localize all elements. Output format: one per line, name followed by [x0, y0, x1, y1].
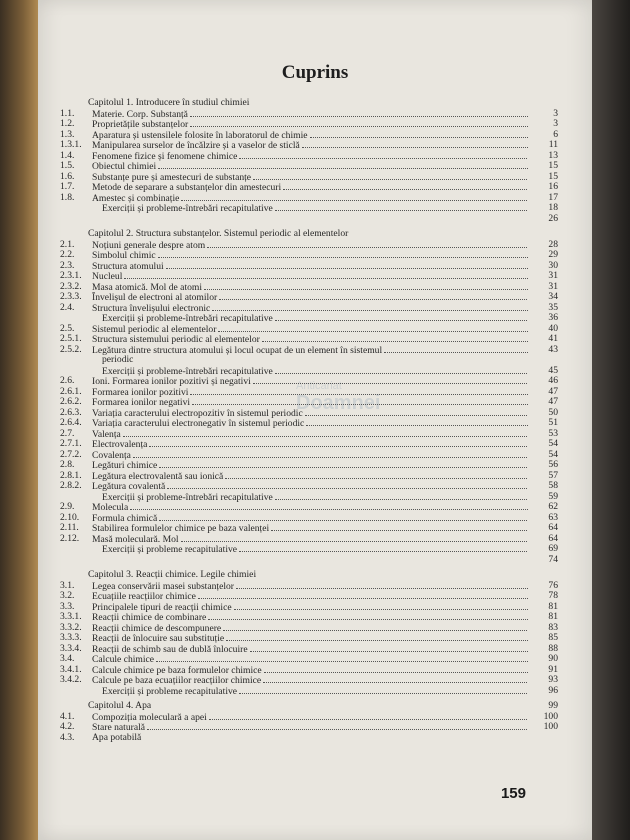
section-page: 69	[548, 543, 558, 554]
section-page: 51	[548, 417, 558, 428]
section-page: 90	[548, 653, 558, 664]
dot-leader	[302, 140, 528, 148]
section-title-text: Simbolul chimic	[92, 250, 156, 261]
section-title-text: Metode de separare a substanțelor din amestecuri	[92, 182, 282, 193]
section-title-text: Formarea ionilor negativi	[92, 397, 191, 408]
section-title-text: Covalența	[92, 449, 131, 461]
section-title-text: Structura învelișului electronic	[92, 302, 211, 314]
toc-entry	[60, 130, 558, 141]
section-number: 2.6.3.	[60, 406, 82, 418]
dot-leader	[207, 240, 528, 248]
toc-entry	[60, 686, 558, 697]
toc-entry	[60, 324, 558, 335]
section-title-text: Legătura electrovalentă sau ionică	[92, 470, 224, 482]
dot-leader	[181, 534, 528, 542]
dot-leader	[234, 602, 528, 610]
toc-entry	[60, 471, 558, 482]
section-page: 41	[548, 333, 558, 344]
toc-entry	[60, 109, 558, 120]
section-title-text: Calcule chimice	[92, 654, 155, 665]
toc-entry	[60, 523, 558, 534]
dot-leader	[204, 282, 528, 290]
section-number: 2.6.2.	[60, 396, 82, 407]
page-number: 159	[500, 785, 526, 802]
toc-entry	[60, 214, 558, 225]
section-number: 3.3.1.	[60, 611, 82, 622]
section-title-text: Obiectul chimiei	[92, 161, 157, 172]
chapter-title: Capitolul 4. Apa	[88, 701, 152, 711]
chapter-title: Capitolul 2. Structura substanțelor. Sistemul periodic al elementelor	[88, 229, 349, 239]
section-page: 35	[548, 301, 558, 313]
section-title-text: Masa atomică. Mol de atomi	[92, 281, 203, 293]
toc-entry	[60, 534, 558, 545]
section-page: 46	[548, 375, 558, 386]
section-number: 3.4.	[60, 653, 75, 664]
section-title-text: Exerciții și probleme recapitulative	[102, 685, 238, 697]
dot-leader	[283, 182, 528, 190]
section-page: 3	[553, 107, 558, 119]
dot-leader	[253, 376, 528, 384]
section-number: 3.2.	[60, 590, 75, 601]
dot-leader	[264, 665, 528, 673]
section-number: 3.3.3.	[60, 632, 82, 643]
section-page: 56	[548, 459, 558, 470]
section-number: 3.4.2.	[60, 674, 82, 685]
section-page: 3	[553, 118, 558, 129]
section-title-text: Exerciții și probleme-întrebări recapitulative	[102, 313, 273, 324]
section-number: 2.11.	[60, 522, 79, 533]
chapter-heading	[60, 98, 558, 109]
section-number: 1.6.	[60, 170, 75, 182]
section-page: 30	[548, 259, 558, 271]
section-number: 3.3.2.	[60, 621, 82, 633]
section-title-text: Fenomene fizice și fenomene chimice	[92, 150, 238, 162]
dot-leader	[159, 513, 528, 521]
section-title-text: Electrovalența	[92, 439, 148, 450]
section-number: 2.3.2.	[60, 280, 82, 292]
dot-leader	[158, 161, 528, 169]
section-page: 83	[548, 621, 558, 633]
section-title-text: Stabilirea formulelor chimice pe baza valenței	[92, 523, 270, 534]
section-number: 2.5.2.	[60, 343, 82, 355]
section-number: 3.4.1.	[60, 663, 82, 675]
dot-leader	[262, 334, 528, 342]
section-page: 47	[548, 385, 558, 397]
section-number: 2.7.	[60, 427, 75, 439]
toc-entry	[60, 408, 558, 419]
book-page	[38, 0, 592, 840]
book-spine-edge	[0, 0, 38, 840]
toc-entry	[60, 366, 558, 377]
section-number: 2.3.1.	[60, 270, 82, 281]
section-page: 17	[548, 191, 558, 203]
section-number: 2.6.1.	[60, 385, 82, 397]
section-number: 2.3.3.	[60, 291, 82, 302]
background-edge	[592, 0, 630, 840]
dot-leader	[239, 686, 528, 694]
section-title-text: periodic	[102, 355, 134, 365]
dot-leader	[209, 712, 528, 720]
toc-entry	[60, 429, 558, 440]
dot-leader	[239, 544, 528, 552]
section-title-text: Reacții chimice de combinare	[92, 612, 207, 623]
section-title	[102, 686, 528, 698]
section-title-text: Reacții de înlocuire sau substituție	[92, 633, 225, 644]
section-page: 64	[548, 532, 558, 544]
toc-entry	[60, 555, 558, 566]
section-title-text: Exerciții și probleme-întrebări recapitulative	[102, 491, 273, 503]
section-title-text: Masă moleculară. Mol	[92, 533, 179, 545]
section-number: 3.3.4.	[60, 642, 82, 654]
section-page: 47	[548, 396, 558, 407]
section-number: 2.1.	[60, 238, 75, 250]
toc-entry	[60, 612, 558, 623]
section-title-text: Variația caracterului electropozitiv în sistemul periodic	[92, 407, 303, 419]
toc-entry	[60, 722, 558, 733]
chapter-title: Capitolul 3. Reacții chimice. Legile chimiei	[88, 570, 257, 580]
section-title-text: Legătura covalentă	[92, 481, 166, 492]
toc-entry	[60, 140, 558, 151]
section-number: 1.2.	[60, 118, 75, 129]
section-page: 62	[548, 501, 558, 512]
chapter-title: Capitolul 1. Introducere în studiul chimiei	[88, 98, 250, 108]
section-number: 1.4.	[60, 149, 75, 161]
chapter-heading	[60, 701, 558, 712]
dot-leader	[225, 471, 528, 479]
section-title-text: Legături chimice	[92, 460, 158, 471]
toc-entry	[60, 733, 558, 744]
section-title-text: Variația caracterului electronegativ în sistemul periodic	[92, 418, 305, 429]
section-title-text: Proprietățile substanțelor	[92, 119, 189, 130]
chapter-heading	[60, 570, 558, 581]
section-page: 36	[548, 312, 558, 323]
toc-entry	[60, 313, 558, 324]
section-page: 31	[548, 280, 558, 292]
section-number: 2.5.	[60, 322, 75, 334]
section-page: 59	[548, 490, 558, 502]
toc-entry	[60, 387, 558, 398]
toc-entry	[60, 450, 558, 461]
toc-entry	[60, 623, 558, 634]
section-number: 1.3.	[60, 128, 75, 140]
toc-entry	[60, 182, 558, 193]
section-page: 58	[548, 480, 558, 491]
dot-leader	[133, 450, 528, 458]
dot-leader	[223, 623, 528, 631]
toc-entry	[60, 271, 558, 282]
section-title-text: Exerciții și probleme-întrebări recapitulative	[102, 203, 273, 214]
section-title-text: Învelișul de electroni al atomilor	[92, 292, 218, 303]
section-title-text: Materie. Corp. Substanță	[92, 108, 188, 120]
chapter-heading	[60, 229, 558, 240]
page-title: Cuprins	[281, 62, 349, 83]
toc-entry	[60, 633, 558, 644]
section-title-text: Substanțe pure și amestecuri de substanțe	[92, 171, 252, 183]
toc-entry	[60, 282, 558, 293]
dot-leader	[236, 581, 528, 589]
dot-leader	[190, 119, 528, 127]
toc-entry	[60, 602, 558, 613]
toc-entry	[60, 161, 558, 172]
section-title	[102, 355, 528, 366]
toc-entry	[60, 250, 558, 261]
section-page: 78	[548, 590, 558, 601]
section-page: 34	[548, 291, 558, 302]
dot-leader	[218, 324, 528, 332]
section-page: 63	[548, 511, 558, 523]
toc-entry	[60, 119, 558, 130]
dot-leader	[310, 130, 528, 138]
section-title-text: Exerciții și probleme-întrebări recapitulative	[102, 365, 273, 377]
section-number: 2.7.1.	[60, 438, 82, 449]
toc-entry	[60, 240, 558, 251]
toc-entry	[60, 345, 558, 356]
section-number: 2.5.1.	[60, 333, 82, 344]
toc-entry	[60, 591, 558, 602]
toc-entry	[60, 712, 558, 723]
section-number: 4.3.	[60, 731, 75, 743]
section-page: 15	[548, 170, 558, 182]
section-number: 1.1.	[60, 107, 75, 119]
dot-leader	[239, 151, 528, 159]
section-title-text: Structura sistemului periodic al elementelor	[92, 334, 260, 345]
section-page: 100	[543, 710, 558, 722]
toc-entry	[60, 303, 558, 314]
section-number: 2.3.	[60, 259, 75, 271]
section-number: 2.8.1.	[60, 469, 82, 481]
section-number: 2.6.4.	[60, 417, 82, 428]
dot-leader	[190, 387, 528, 395]
section-title	[92, 733, 528, 744]
section-number: 3.3.	[60, 600, 75, 612]
section-number: 2.12.	[60, 532, 80, 544]
section-page: 93	[548, 674, 558, 685]
dot-leader	[147, 722, 528, 730]
section-page: 88	[548, 642, 558, 654]
toc-entry	[60, 355, 558, 366]
dot-leader	[253, 172, 528, 180]
dot-leader	[123, 429, 528, 437]
table-of-contents	[60, 98, 558, 743]
dot-leader	[156, 654, 528, 662]
section-page: 13	[548, 149, 558, 161]
section-title-text: Valența	[92, 428, 121, 440]
section-number: 2.7.2.	[60, 448, 82, 460]
section-number: 2.9.	[60, 501, 75, 512]
section-page: 81	[548, 600, 558, 612]
section-title-text: Calcule pe baza ecuațiilor reacțiilor chimice	[92, 675, 262, 686]
toc-entry	[60, 292, 558, 303]
section-title-text: Principalele tipuri de reacții chimice	[92, 601, 232, 613]
section-number: 1.7.	[60, 181, 75, 192]
section-number: 2.6.	[60, 375, 75, 386]
section-title-text: Structura atomului	[92, 260, 164, 272]
section-title-text: Ioni. Formarea ionilor pozitivi și negativi	[92, 376, 251, 387]
section-title-text: Sistemul periodic al elementelor	[92, 323, 217, 335]
toc-entry	[60, 418, 558, 429]
section-title-text: Compoziția moleculară a apei	[92, 711, 207, 723]
toc-entry	[60, 513, 558, 524]
section-page: 54	[548, 448, 558, 460]
toc-entry	[60, 675, 558, 686]
section-title-text: Amestec și combinație	[92, 192, 180, 204]
dot-leader	[306, 418, 528, 426]
toc-entry	[60, 665, 558, 676]
section-number: 4.1.	[60, 710, 75, 722]
section-title-text: Aparatura și ustensilele folosite în laboratorul de chimie	[92, 129, 308, 141]
dot-leader	[158, 250, 528, 258]
dot-leader	[166, 261, 528, 269]
section-title-text: Legea conservării masei substanțelor	[92, 580, 234, 592]
section-page: 54	[548, 438, 558, 449]
toc-entry	[60, 261, 558, 272]
section-title-text: Reacții chimice de descompunere	[92, 622, 222, 634]
toc-entry	[60, 581, 558, 592]
section-page: 100	[543, 721, 558, 732]
toc-entry	[60, 203, 558, 214]
section-title-text: Apa potabilă	[92, 732, 142, 743]
section-number: 2.8.2.	[60, 480, 82, 491]
dot-leader	[384, 345, 528, 353]
section-number: 1.3.1.	[60, 139, 82, 150]
section-title-text: Formula chimică	[92, 512, 158, 524]
dot-leader	[149, 439, 528, 447]
section-page: 74	[548, 553, 558, 565]
section-page: 15	[548, 160, 558, 171]
dot-leader	[208, 612, 528, 620]
section-page: 31	[548, 270, 558, 281]
section-title-text: Manipularea surselor de încălzire și a vaselor de sticlă	[92, 140, 300, 151]
section-page: 43	[548, 343, 558, 355]
section-title-text: Ecuațiile reacțiilor chimice	[92, 591, 196, 602]
section-page: 28	[548, 238, 558, 250]
toc-entry	[60, 544, 558, 555]
dot-leader	[124, 271, 528, 279]
section-title-text: Noțiuni generale despre atom	[92, 239, 206, 251]
section-number: 1.8.	[60, 191, 75, 203]
dot-leader	[271, 523, 528, 531]
dot-leader	[275, 492, 528, 500]
toc-entry	[60, 654, 558, 665]
section-page: 40	[548, 322, 558, 334]
toc-entry	[60, 439, 558, 450]
dot-leader	[181, 193, 528, 201]
section-title-text: Stare naturală	[92, 722, 146, 733]
section-page: 96	[548, 684, 558, 696]
toc-entry	[60, 492, 558, 503]
section-number: 2.2.	[60, 249, 75, 260]
section-page: 81	[548, 611, 558, 622]
section-title-text: Molecula	[92, 502, 129, 513]
watermark-line1: Anticariat	[296, 380, 342, 392]
toc-entry	[60, 502, 558, 513]
toc-entry	[60, 397, 558, 408]
section-page: 18	[548, 202, 558, 213]
toc-entry	[60, 376, 558, 387]
section-number: 2.4.	[60, 301, 75, 313]
dot-leader	[275, 203, 528, 211]
dot-leader	[167, 481, 528, 489]
dot-leader	[275, 366, 528, 374]
section-number: 4.2.	[60, 721, 75, 732]
section-title-text: Reacții de schimb sau de dublă înlocuire	[92, 643, 248, 655]
dot-leader	[250, 644, 528, 652]
toc-entry	[60, 193, 558, 204]
toc-entry	[60, 460, 558, 471]
dot-leader	[190, 109, 528, 117]
dot-leader	[212, 303, 528, 311]
watermark-line2: Doamnei	[296, 392, 381, 414]
toc-entry	[60, 334, 558, 345]
toc-entry	[60, 644, 558, 655]
section-number: 2.8.	[60, 459, 75, 470]
dot-leader	[305, 408, 528, 416]
section-page: 6	[553, 128, 558, 140]
section-page: 57	[548, 469, 558, 481]
toc-entry	[60, 481, 558, 492]
toc-entry	[60, 151, 558, 162]
section-number: 1.5.	[60, 160, 75, 171]
section-page: 50	[548, 406, 558, 418]
section-title-text: Exerciții și probleme recapitulative	[102, 544, 238, 555]
section-title-text: Formarea ionilor pozitivi	[92, 386, 189, 398]
section-title-text: Legătura dintre structura atomului și locul ocupat de un element în sistemul	[92, 344, 383, 356]
section-page: 45	[548, 364, 558, 376]
section-page: 16	[548, 181, 558, 192]
section-number: 3.1.	[60, 579, 75, 591]
chapter-page: 99	[548, 700, 558, 711]
section-page: 11	[548, 139, 558, 150]
section-page: 26	[548, 212, 558, 224]
dot-leader	[219, 292, 528, 300]
section-page: 53	[548, 427, 558, 439]
toc-entry	[60, 172, 558, 183]
dot-leader	[226, 633, 528, 641]
dot-leader	[198, 591, 528, 599]
section-page: 85	[548, 632, 558, 643]
dot-leader	[130, 502, 528, 510]
dot-leader	[159, 460, 528, 468]
dot-leader	[263, 675, 528, 683]
section-title-text: Nucleul	[92, 271, 123, 282]
section-page: 76	[548, 579, 558, 591]
section-page: 29	[548, 249, 558, 260]
section-page: 91	[548, 663, 558, 675]
dot-leader	[275, 313, 528, 321]
section-page: 64	[548, 522, 558, 533]
dot-leader	[192, 397, 528, 405]
section-number: 2.10.	[60, 511, 80, 523]
section-title-text: Calcule chimice pe baza formulelor chimice	[92, 664, 262, 676]
